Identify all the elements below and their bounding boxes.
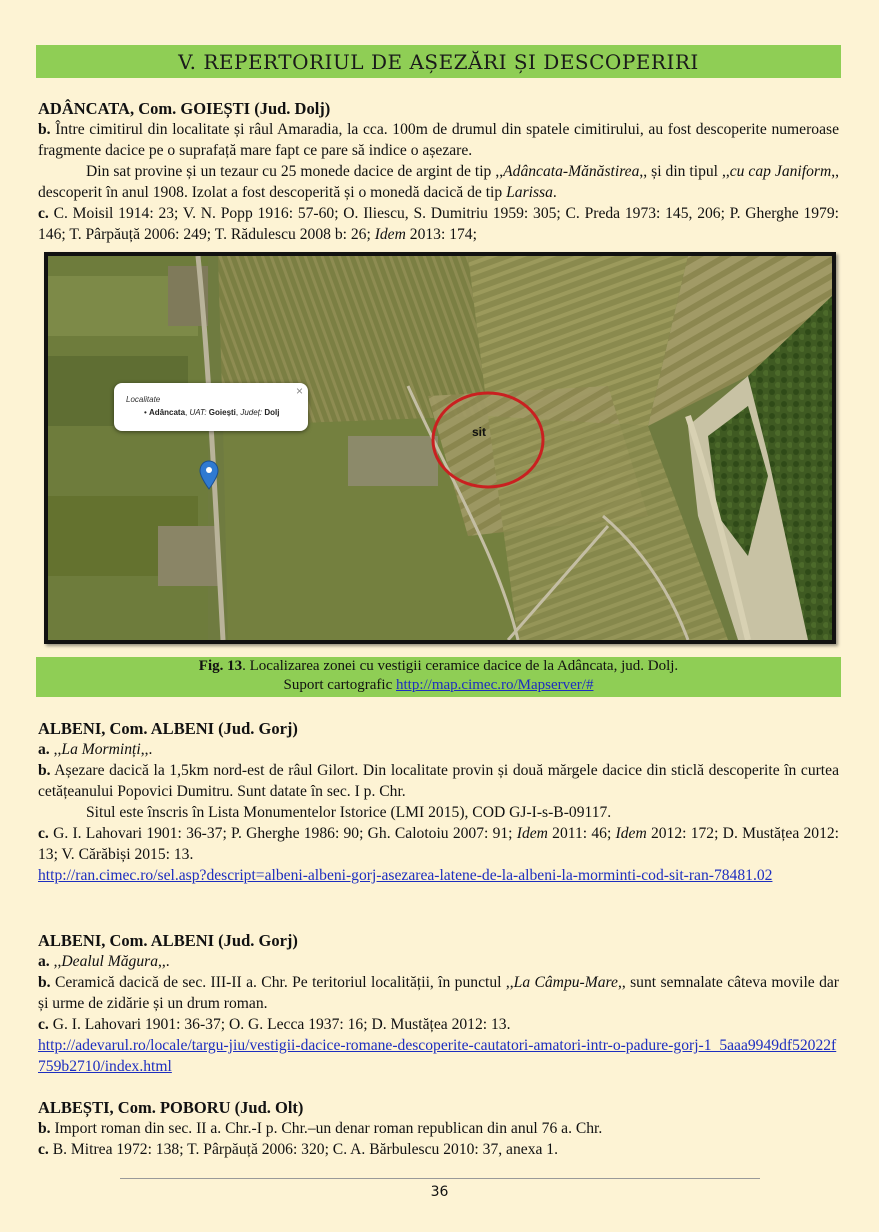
- entry-italic: La Câmpu-Mare: [513, 974, 618, 991]
- entry-text: 2013: 174;: [405, 226, 477, 243]
- entry-section-c: [38, 1139, 839, 1160]
- entry-italic: Idem: [374, 226, 406, 243]
- caption-line-1: [36, 657, 841, 676]
- entry-section-b: [38, 1118, 839, 1139]
- entry-text: Din sat provine și un tezaur cu 25 monede dacice de argint de tip ,,: [86, 163, 504, 180]
- entry-text: 2012: 172; D. Mustățea 2012: 13; V. Cărăbiși 2015: 13.: [38, 825, 839, 863]
- entry-section-b: [38, 972, 839, 1014]
- entry-text: ,, sunt semnalate câteva movile dar și urme de zidărie și un drum roman.: [38, 974, 840, 1012]
- entry-italic: Larissa: [506, 184, 553, 201]
- entry-title: ALBENI, Com. ALBENI (Jud. Gorj): [38, 931, 298, 950]
- popup-entry: • Adâncata, UAT: Goiești, Județ: Dolj: [144, 408, 280, 417]
- entry-adancata: [38, 98, 839, 245]
- caption-support: Suport cartografic: [283, 677, 396, 693]
- entry-albeni-morminti: [38, 718, 839, 886]
- entry-text: Așezare dacică la 1,5km nord-est de râul Gilort. Din localitate provin și două mărgele dacice din sticlă descoperite în curtea cetățeanului Popovici Dumitru. Sunt datate în sec. I p. Chr.: [38, 762, 839, 800]
- label-b: b.: [38, 1120, 51, 1137]
- popup-jud: Dolj: [264, 408, 280, 417]
- entry-text: Ceramică dacică de sec. III-II a. Chr. Pe teritoriul localității, în punctul ,,: [50, 974, 514, 991]
- satellite-map[interactable]: [44, 252, 836, 644]
- bullet-icon: •: [144, 408, 150, 417]
- entry-albeni-magura: [38, 930, 839, 1077]
- entry-section-c: [38, 1014, 839, 1035]
- entry-text: ,, și din tipul ,,: [639, 163, 730, 180]
- site-label: sit: [472, 425, 487, 439]
- entry-text: G. I. Lahovari 1901: 36-37; P. Gherghe 1986: 90; Gh. Calotoiu 2007: 91;: [48, 825, 517, 842]
- entry-section-c: [38, 823, 839, 865]
- popup-uat-label: UAT:: [189, 408, 207, 417]
- entry-title: ADÂNCATA, Com. GOIEȘTI (Jud. Dolj): [38, 99, 331, 118]
- ran-cimec-link[interactable]: http://ran.cimec.ro/sel.asp?descript=albeni-albeni-gorj-asezarea-latene-de-la-albeni-la-morminti-cod-sit-ran-78481.02: [38, 867, 773, 884]
- entry-italic: Dealul Măgura: [61, 953, 158, 970]
- entry-text: ,,.: [140, 741, 153, 758]
- popup-uat: Goiești: [208, 408, 236, 417]
- map-popup: [114, 383, 308, 431]
- entry-section-c: [38, 203, 839, 245]
- entry-text: Import roman din sec. II a. Chr.-I p. Chr.–un denar roman republican din anul 76 a. Chr.: [50, 1120, 603, 1137]
- label-c: c.: [38, 1016, 49, 1033]
- label-a: a.: [38, 953, 50, 970]
- entry-title: ALBEȘTI, Com. POBORU (Jud. Olt): [38, 1098, 304, 1117]
- entry-italic: Adâncata-Mănăstirea: [503, 163, 640, 180]
- entry-text: 2011: 46;: [547, 825, 616, 842]
- map-source-link[interactable]: http://map.cimec.ro/Mapserver/#: [396, 677, 594, 693]
- entry-italic: cu cap Janiform: [729, 163, 832, 180]
- entry-title: ALBENI, Com. ALBENI (Jud. Gorj): [38, 719, 298, 738]
- entry-italic: La Morminți: [61, 741, 141, 758]
- popup-heading: Localitate: [126, 395, 161, 404]
- adevarul-link[interactable]: http://adevarul.ro/locale/targu-jiu/vestigii-dacice-romane-descoperite-cautatori-amatori-intr-o-padure-gorj-1_5aaa9949df52022f759b2710/index.html: [38, 1037, 837, 1075]
- popup-name: Adâncata: [149, 408, 186, 417]
- entry-text: .: [552, 184, 557, 201]
- entry-albesti: [38, 1097, 839, 1160]
- label-b: b.: [38, 974, 51, 991]
- label-c: c.: [38, 1141, 49, 1158]
- entry-section-b2: Situl este înscris în Lista Monumentelor Istorice (LMI 2015), COD GJ-I-s-B-09117.: [86, 804, 612, 821]
- entry-italic: Idem: [516, 825, 548, 842]
- label-b: b.: [38, 762, 51, 779]
- entry-text: Între cimitirul din localitate și râul Amaradia, la cca. 100m de drumul din spatele cimitirului, au fost descoperite numeroase fragmente dacice pe o suprafață mare fapt ce pare să indice o așezare.: [38, 121, 839, 159]
- label-b: b.: [38, 121, 51, 138]
- entry-text: C. Moisil 1914: 23; V. N. Popp 1916: 57-60; O. Iliescu, S. Dumitriu 1959: 305; C. Preda 1973: 145, 206; P. Gherghe 1979: 146; T. Pârpăuță 2006: 249; T. Rădulescu 2008 b: 26;: [38, 205, 839, 243]
- entry-link-wrap: [38, 865, 839, 886]
- entry-text: ,,.: [158, 953, 170, 970]
- entry-section-a: [38, 739, 839, 760]
- entry-text: ,,: [49, 953, 62, 970]
- caption-line-2: [36, 676, 841, 695]
- entry-text: G. I. Lahovari 1901: 36-37; O. G. Lecca 1937: 16; D. Mustățea 2012: 13.: [48, 1016, 511, 1033]
- entry-text: ,,: [49, 741, 62, 758]
- entry-section-b: [38, 119, 839, 161]
- entry-text: ,, descoperit în anul 1908. Izolat a fost descoperită și o monedă dacică de tip: [38, 163, 840, 201]
- footer-divider: [120, 1178, 760, 1179]
- label-c: c.: [38, 825, 49, 842]
- label-c: c.: [38, 205, 49, 222]
- close-icon[interactable]: ×: [295, 384, 303, 398]
- entry-section-b: [38, 760, 839, 802]
- entry-section-b2: [38, 161, 839, 203]
- page-number: 36: [430, 1184, 449, 1200]
- entry-italic: Idem: [615, 825, 647, 842]
- entry-text: B. Mitrea 1972: 138; T. Pârpăuță 2006: 320; C. A. Bărbulescu 2010: 37, anexa 1.: [48, 1141, 559, 1158]
- entry-link-wrap: [38, 1035, 839, 1077]
- popup-jud-label: Județ:: [240, 408, 263, 417]
- chapter-title: V. REPERTORIUL DE AȘEZĂRI ȘI DESCOPERIRI: [36, 45, 841, 78]
- figure-label: Fig. 13: [198, 658, 243, 674]
- figure-caption: [36, 657, 841, 697]
- caption-text: . Localizarea zonei cu vestigii ceramice dacice de la Adâncata, jud. Dolj.: [242, 658, 679, 674]
- entry-section-a: [38, 951, 839, 972]
- map-image: [48, 256, 832, 640]
- label-a: a.: [38, 741, 50, 758]
